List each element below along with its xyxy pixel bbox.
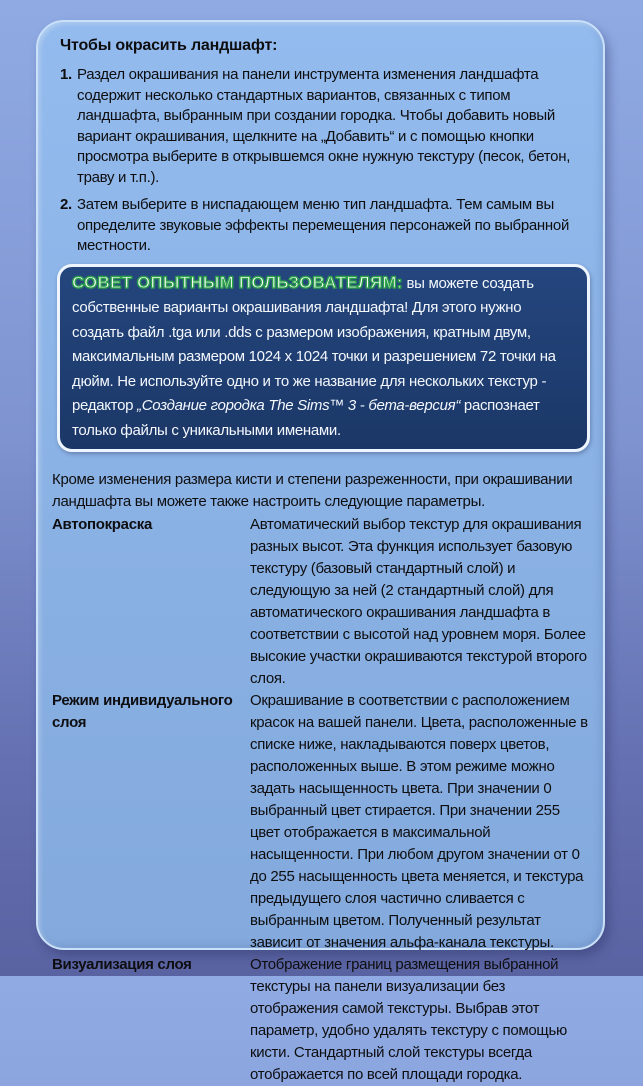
- step-number: 2.: [60, 196, 72, 213]
- tip-box-heading: СОВЕТ ОПЫТНЫМ ПОЛЬЗОВАТЕЛЯМ:: [72, 272, 403, 292]
- intro-paragraph: Кроме изменения размера кисти и степени разреженности, при окрашивании ландшафта вы можете также настроить следующие параметры.: [52, 471, 573, 510]
- parameter-term: Автопокраска: [52, 516, 152, 533]
- step-text: Раздел окрашивания на панели инструмента изменения ландшафта содержит несколько стандартных вариантов, связанных с типом ландшафта, выбранным при создании городка. Чтобы добавить новый вариант окрашивания, щелкните на „Добавить“ и с помощью кнопки просмотра выберите в открывшемся окне нужную текстуру (песок, бетон, траву и т.п.).: [77, 66, 571, 186]
- step-number: 1.: [60, 66, 72, 83]
- manual-page-panel: [36, 20, 605, 1083]
- parameter-definition: Окрашивание в соответствии с расположением красок на вашей панели. Цвета, расположенные в списке ниже, накладываются поверх цветов, расположенных выше. В этом режиме можно задать насыщенность цвета. При значении 0 выбранный цвет стирается. При значении 255 цвет отображается в максимальной насыщенности. При любом другом значении от 0 до 255 насыщенность цвета меняется, и текстура предыдущего слоя частично сливается с выбранным цветом. Полученный результат зависит от значения альфа-канала текстуры.: [250, 692, 588, 951]
- parameter-term: Визуализация слоя: [52, 956, 192, 973]
- parameters-section: [38, 452, 603, 1086]
- instructions-section: [38, 22, 603, 257]
- section-title: Чтобы окрасить ландшафт:: [60, 37, 278, 54]
- tip-box-editor-name: „Создание городка The Sims™ 3 - бета-версия“: [137, 397, 461, 414]
- parameter-row: [52, 954, 590, 1086]
- instruction-step-2: [60, 195, 591, 257]
- parameter-term: Режим индивидуального слоя: [52, 692, 233, 731]
- tip-box-text-end: распознает только файлы с уникальными именами.: [72, 397, 540, 439]
- tip-box-text: вы можете создать собственные варианты окрашивания ландшафта! Для этого нужно создать файл .tga или .dds с размером изображения, кратным двум, максимальным размером 1024 x 1024 точки и разрешением 72 точки на дюйм. Не используйте одно и то же название для нескольких текстур - редактор: [72, 274, 556, 414]
- parameter-definition: Отображение границ размещения выбранной текстуры на панели визуализации без отображения самой текстуры. Выбрав этот параметр, удобно удалять текстуру с помощью кисти. Стандартный слой текстуры всегда отображается по всей площади городка.: [250, 956, 567, 1083]
- parameter-row: [52, 690, 590, 954]
- expert-tip-box: [57, 264, 590, 453]
- instruction-step-1: [60, 65, 591, 188]
- parameter-row: [52, 514, 590, 690]
- step-text: Затем выберите в ниспадающем меню тип ландшафта. Тем самым вы определите звуковые эффекты перемещения персонажей по выбранной местности.: [77, 196, 570, 254]
- parameter-definition: Автоматический выбор текстур для окрашивания разных высот. Эта функция использует базовую текстуру (базовый стандартный слой) и следующую за ней (2 стандартный слой) для автоматического окрашивания ландшафта в соответствии с высотой над уровнем моря. Более высокие участки окрашиваются текстурой второго слоя.: [250, 516, 587, 687]
